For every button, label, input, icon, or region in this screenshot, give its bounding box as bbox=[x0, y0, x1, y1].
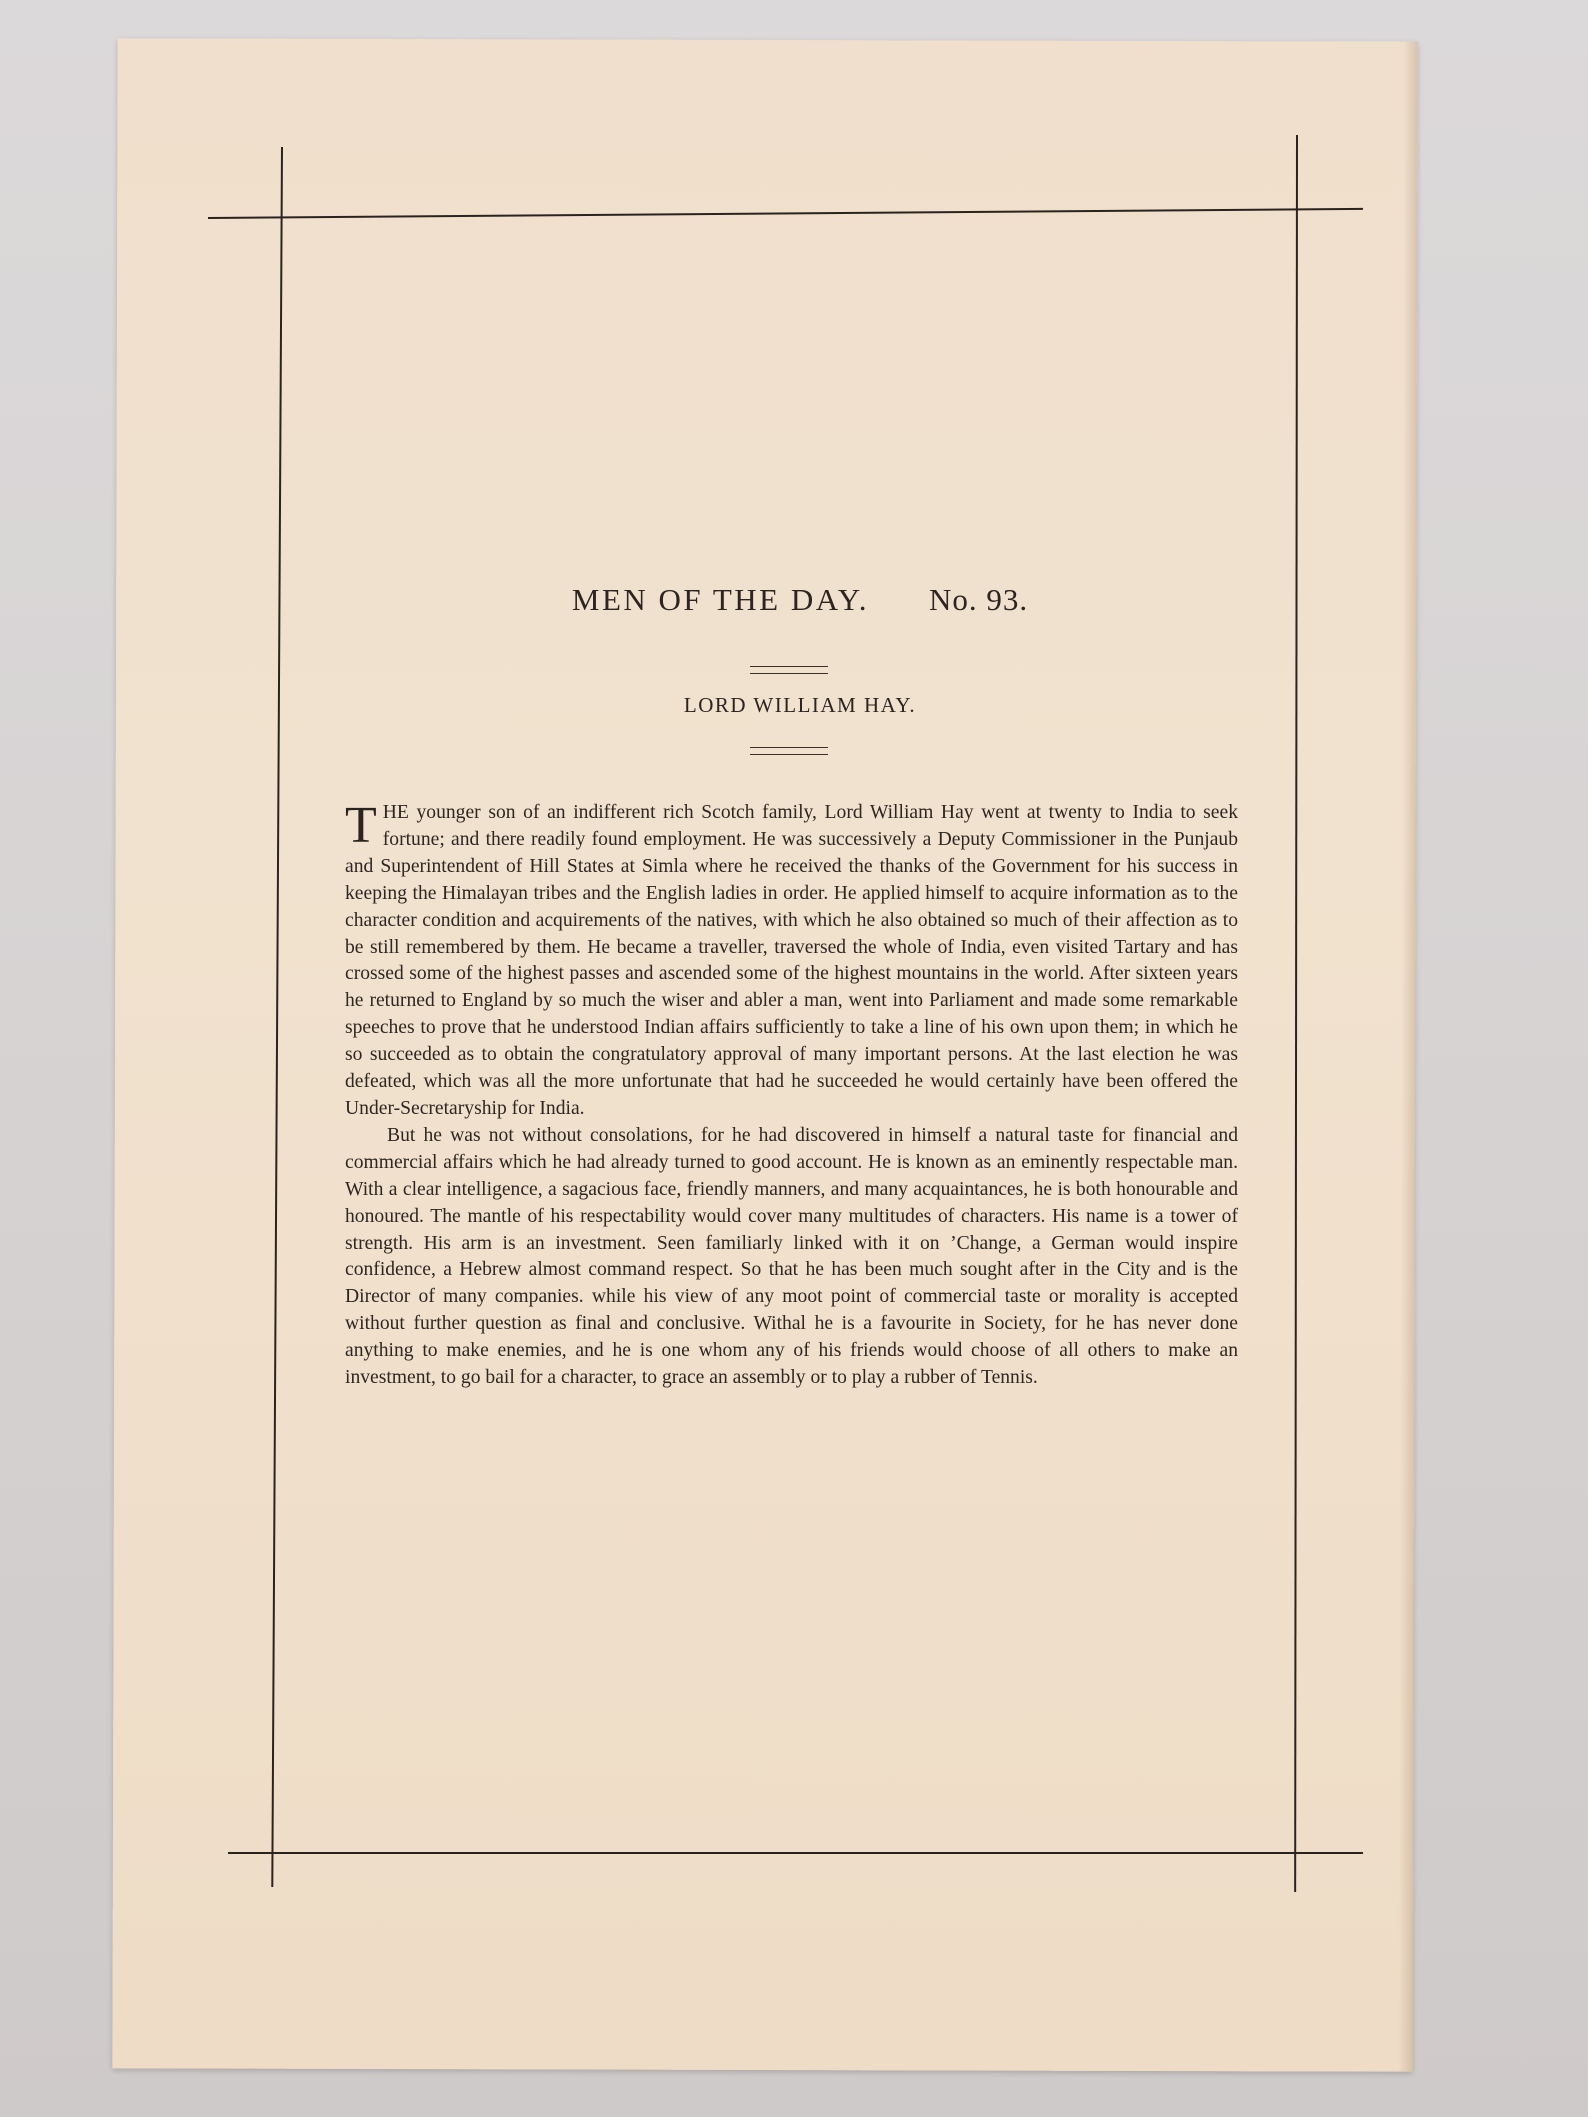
series-title: MEN OF THE DAY. bbox=[571, 582, 869, 617]
frame-bottom-rule bbox=[228, 1852, 1363, 1854]
paragraph-1-text: HE younger son of an indifferent rich Scotch family, Lord William Hay went at twenty to India to seek fortune; and there readily found employment. He was successively a Deputy Commissioner in the Punjaub and Superintendent of Hill States at Simla where he received the thanks of the Government for his success in keeping the Himalayan tribes and the English ladies in order. He applied himself to acquire information as to the character condition and acquirements of the natives, with which he also obtained so much of their affection as to be still remembered by them. He became a traveller, traversed the whole of India, even visited Tartary and has crossed some of the highest passes and ascended some of the highest mountains in the world. After sixteen years he returned to England by so much the wiser and abler a man, went into Parliament and made some remarkable speeches to prove that he understood Indian affairs sufficiently to take a line of his own upon them; in which he so succeeded as to obtain the congratulatory approval of many important persons. At the last election he was defeated, which was all the more unfortunate that had he succeeded he would certainly have been offered the Under-Secretaryship for India. bbox=[345, 802, 1238, 1119]
title-divider bbox=[750, 666, 828, 674]
article-paragraph-2: But he was not without consolations, for he had discovered in himself a natural taste for financial and commercial affairs which he had already turned to good account. He is known as an eminently respectable man. With a clear intelligence, a sagacious face, friendly manners, and many acquaintances, he is both honourable and honoured. The mantle of his respectability would cover many multitudes of characters. His name is a tower of strength. His arm is an investment. Seen familiarly linked with it on ’Change, a German would inspire confidence, a Hebrew almost command respect. So that he has been much sought after in the City and is the Director of many companies. while his view of any moot point of commercial taste or morality is accepted without further question as final and conclusive. Withal he is a favourite in Society, for he has never done anything to make enemies, and he is one whom any of his friends would choose of all others to make an investment, to go bail for a character, to grace an assembly or to play a rubber of Tennis. bbox=[345, 1124, 1238, 1389]
issue-number: No. 93. bbox=[928, 582, 1029, 617]
article-paragraph-1 bbox=[345, 797, 1238, 1123]
drop-cap: T bbox=[345, 797, 377, 854]
page-title bbox=[220, 582, 1380, 618]
article-body bbox=[345, 797, 1238, 1392]
subject-name: LORD WILLIAM HAY. bbox=[683, 693, 917, 717]
subject-divider bbox=[750, 747, 828, 755]
